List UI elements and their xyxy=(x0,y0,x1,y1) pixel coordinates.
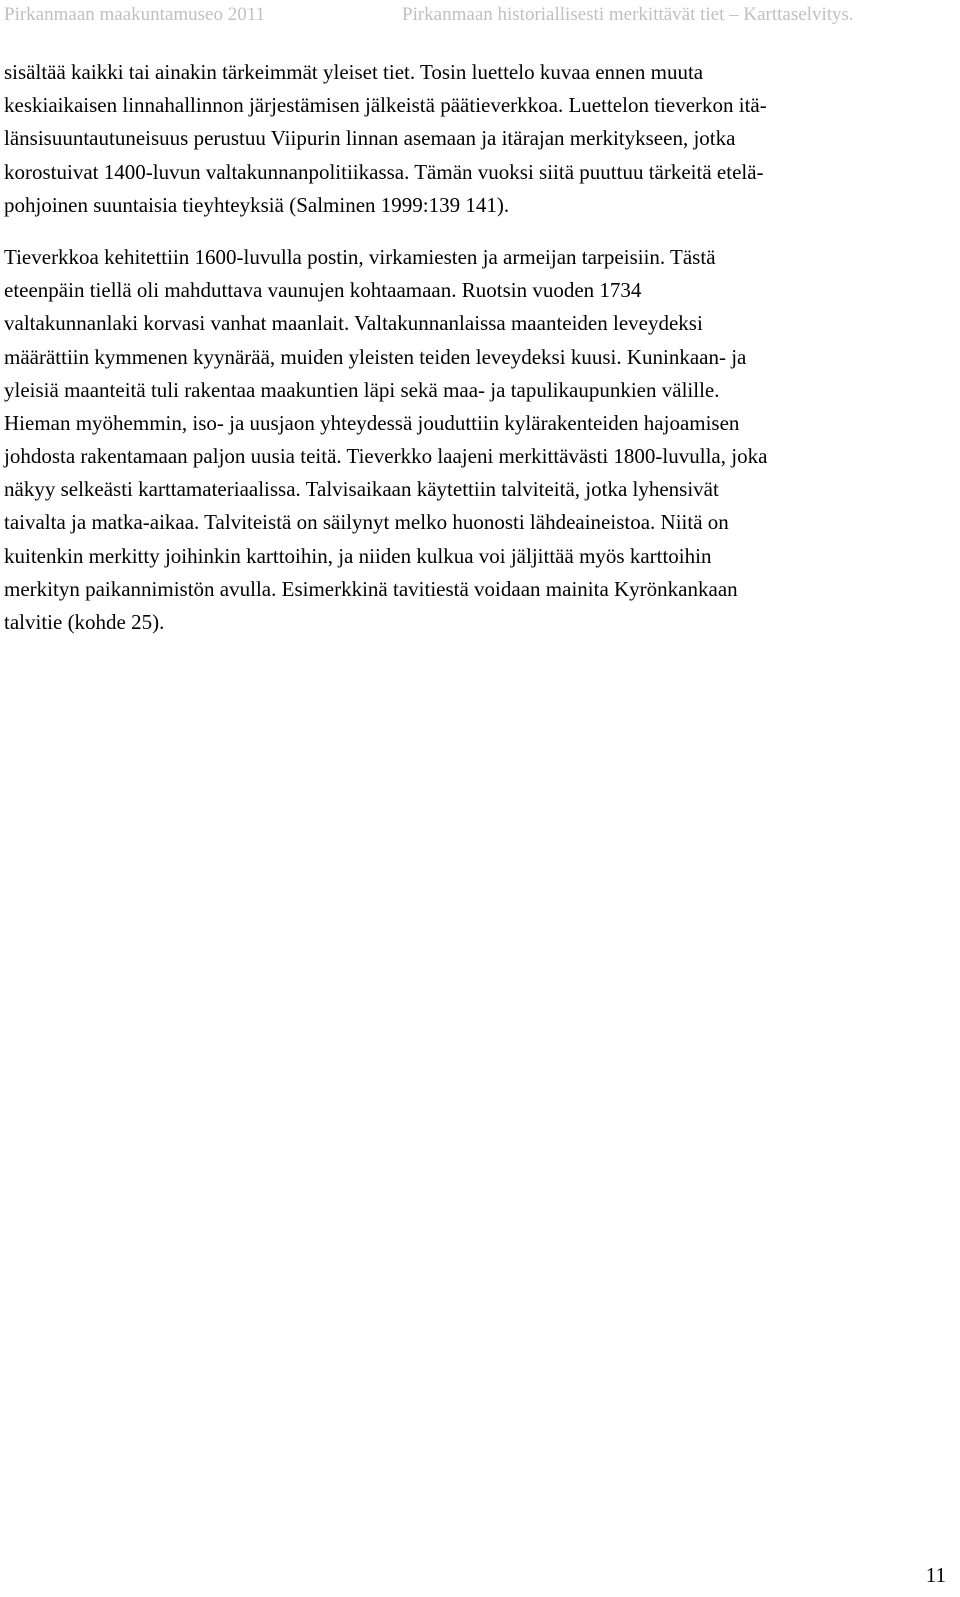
text-line: merkityn paikannimistön avulla. Esimerkkinä tavitiestä voidaan mainita Kyrönkankaan xyxy=(4,576,738,601)
paragraph-1 xyxy=(4,56,948,222)
header-document-title: Pirkanmaan historiallisesti merkittävät tiet – Karttaselvitys. xyxy=(402,4,854,25)
text-line: eteenpäin tiellä oli mahduttava vaunujen kohtaamaan. Ruotsin vuoden 1734 xyxy=(4,278,642,303)
page-number: 11 xyxy=(925,1563,946,1587)
text-line: johdosta rakentamaan paljon uusia teitä. Tieverkko laajeni merkittävästi 1800-luvulla, joka xyxy=(4,444,768,469)
text-line: korostuivat 1400-luvun valtakunnanpolitiikassa. Tämän vuoksi siitä puuttuu tärkeitä etelä- xyxy=(4,159,764,184)
body-text xyxy=(4,56,948,639)
text-line: näkyy selkeästi karttamateriaalissa. Talvisaikaan käytettiin talviteitä, jotka lyhensivät xyxy=(4,477,719,502)
page-header xyxy=(0,0,960,40)
paragraph-2 xyxy=(4,241,948,639)
header-museo: Pirkanmaan maakuntamuseo 2011 xyxy=(4,4,266,25)
text-line: talvitie (kohde 25). xyxy=(4,610,165,634)
text-line: länsisuuntautuneisuus perustuu Viipurin linnan asemaan ja itärajan merkitykseen, jotka xyxy=(4,126,736,151)
text-line: valtakunnanlaki korvasi vanhat maanlait. Valtakunnanlaissa maanteiden leveydeksi xyxy=(4,311,703,336)
text-line: taivalta ja matka-aikaa. Talviteistä on säilynyt melko huonosti lähdeaineistoa. Niitä on xyxy=(4,510,729,535)
text-line: sisältää kaikki tai ainakin tärkeimmät yleiset tiet. Tosin luettelo kuvaa ennen muuta xyxy=(4,60,704,84)
text-line: yleisiä maanteitä tuli rakentaa maakuntien läpi sekä maa- ja tapulikaupunkien välille. xyxy=(4,377,720,402)
text-line: keskiaikaisen linnahallinnon järjestämisen jälkeistä päätieverkkoa. Luettelon tieverkon itä- xyxy=(4,93,767,118)
text-line: pohjoinen suuntaisia tieyhteyksiä (Salminen 1999:139 141). xyxy=(4,192,510,217)
text-line: määrättiin kymmenen kyynärää, muiden yleisten teiden leveydeksi kuusi. Kuninkaan- ja xyxy=(4,344,747,369)
text-line: Hieman myöhemmin, iso- ja uusjaon yhteydessä jouduttiin kylärakenteiden hajoamisen xyxy=(4,410,740,435)
text-line: kuitenkin merkitty joihinkin karttoihin, ja niiden kulkua voi jäljittää myös karttoihin xyxy=(4,543,712,568)
text-line: Tieverkkoa kehitettiin 1600-luvulla postin, virkamiesten ja armeijan tarpeisiin. Tästä xyxy=(4,244,716,269)
